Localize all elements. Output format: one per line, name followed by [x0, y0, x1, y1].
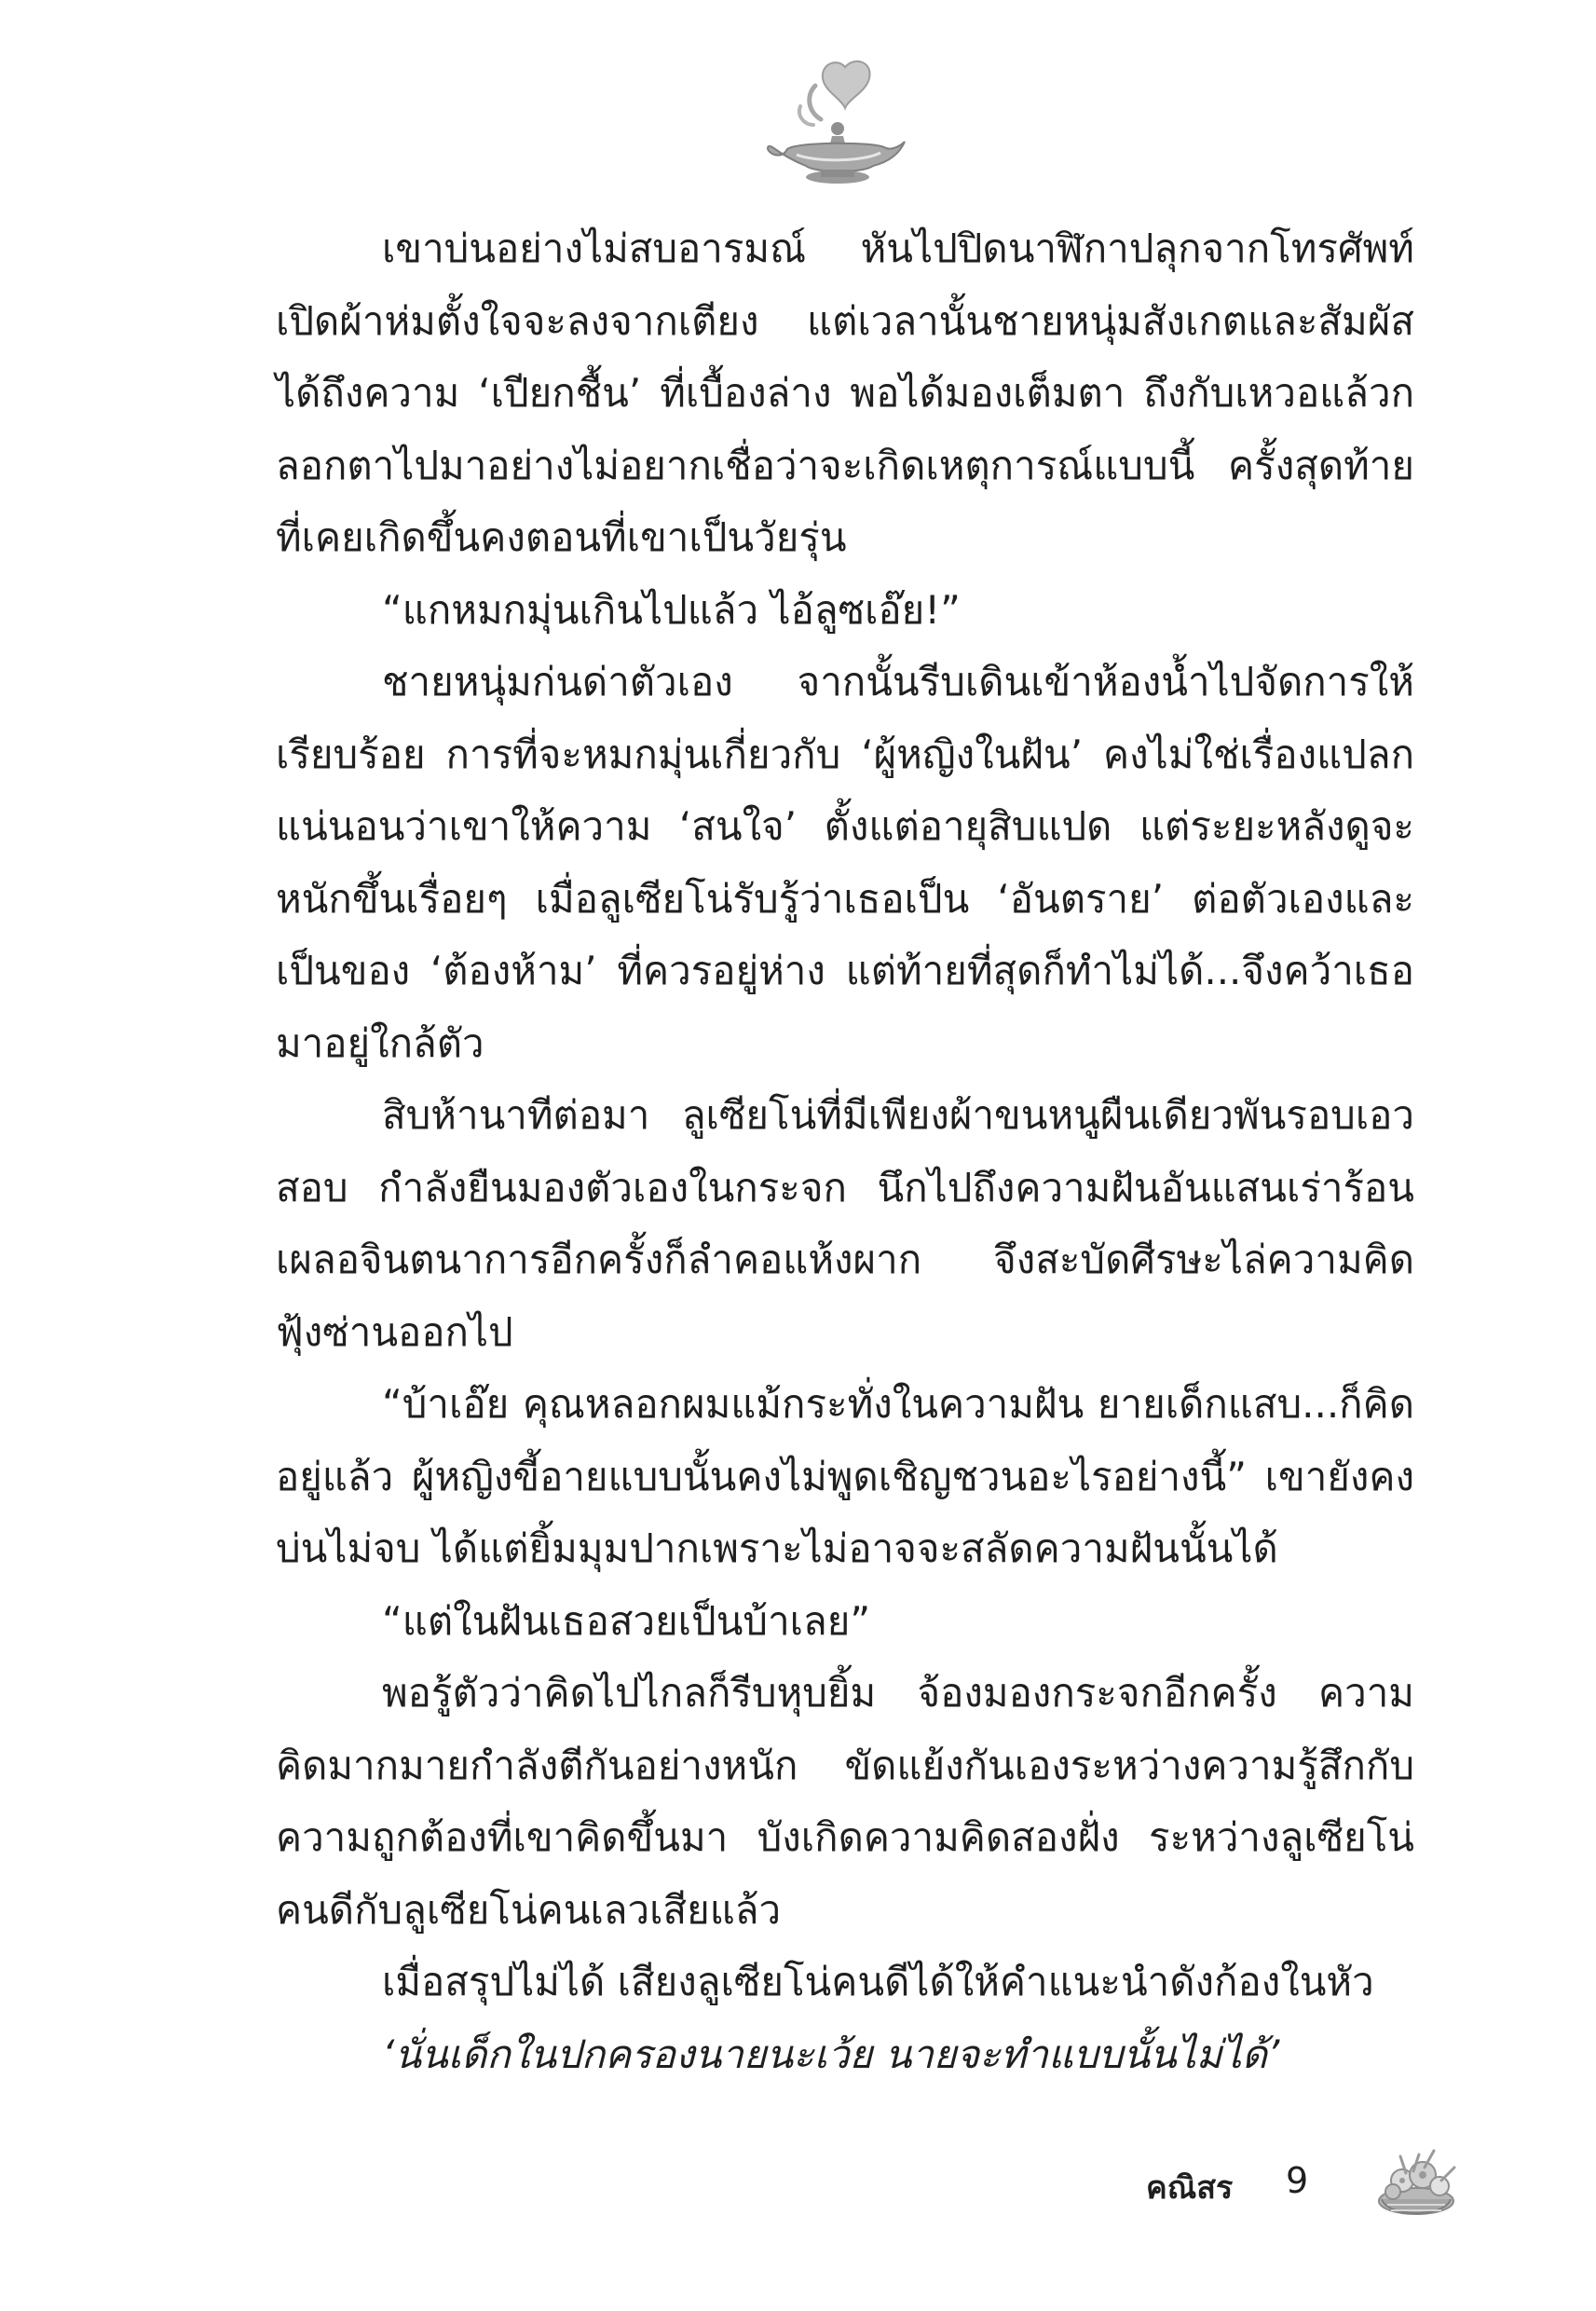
- magic-lamp-with-heart-icon: [759, 58, 908, 198]
- paragraph: “แต่ในฝันเธอสวยเป็นบ้าเลย”: [382, 1597, 871, 1644]
- body-text: [276, 212, 1414, 2090]
- paragraph: เมื่อสรุปไม่ได้ เสียงลูเซียโน่คนดีได้ให้คำแนะนำดังก้องในหัว: [382, 1959, 1374, 2004]
- paragraph: สิบห้านาทีต่อมา ลูเซียโน่ที่มีเพียงผ้าขนหนูผืนเดียวพันรอบเอวสอบ กำลังยืนมองตัวเองในกระจก นึกไปถึงความฝันอันแสนเร่าร้อน เผลอจินตนาการอีกครั้งก็ลำคอแห้งผาก จึงสะบัดศีรษะไล่ความคิดฟุ้งซ่านออกไป: [276, 1092, 1414, 1355]
- page-number: 9: [1286, 2160, 1309, 2201]
- paragraph: ชายหนุ่มก่นด่าตัวเอง จากนั้นรีบเดินเข้าห้องน้ำไปจัดการให้เรียบร้อย การที่จะหมกมุ่นเกี่ยวกับ ‘ผู้หญิงในฝัน’ คงไม่ใช่เรื่องแปลกแน่นอนว่าเขาให้ความ ‘สนใจ’ ตั้งแต่อายุสิบแปด แต่ระยะหลังดูจะหนักขึ้นเรื่อยๆ เมื่อลูเซียโน่รับรู้ว่าเธอเป็น ‘อันตราย’ ต่อตัวเองและเป็นของ ‘ต้องห้าม’ ที่ควรอยู่ห่าง แต่ท้ายที่สุดก็ทำไม่ได้...จึงคว้าเธอมาอยู่ใกล้ตัว: [276, 659, 1414, 1066]
- paragraph: “บ้าเอ๊ย คุณหลอกผมแม้กระทั่งในความฝัน ยายเด็กแสบ...ก็คิดอยู่แล้ว ผู้หญิงขี้อายแบบนั้นคงไม่พูดเชิญชวนอะไรอย่างนี้” เขายังคงบ่นไม่จบ ได้แต่ยิ้มมุมปากเพราะไม่อาจจะสลัดความฝันนั้นได้: [276, 1381, 1414, 1571]
- book-title: คณิสร: [1146, 2169, 1234, 2207]
- paragraph: “แกหมกมุ่นเกินไปแล้ว ไอ้ลูซเอ๊ย!”: [382, 586, 961, 633]
- paragraph: พอรู้ตัวว่าคิดไปไกลก็รีบหุบยิ้ม จ้องมองกระจกอีกครั้ง ความคิดมากมายกำลังตีกันอย่างหนัก ขัดแย้งกันเองระหว่างความรู้สึกกับความถูกต้องที่เขาคิดขึ้นมา บังเกิดความคิดสองฝั่ง ระหว่างลูเซียโน่คนดีกับลูเซียโน่คนเลวเสียแล้ว: [276, 1670, 1414, 1933]
- italic-thought: ‘นั่นเด็กในปกครองนายนะเว้ย นายจะทำแบบนั้นไม่ได้’: [382, 2031, 1280, 2077]
- flower-basket-icon: [1365, 2143, 1467, 2227]
- paragraph: เขาบ่นอย่างไม่สบอารมณ์ หันไปปิดนาฬิกาปลุกจากโทรศัพท์เปิดผ้าห่มตั้งใจจะลงจากเตียง แต่เวลานั้นชายหนุ่มสังเกตและสัมผัสได้ถึงความ ‘เปียกชื้น’ ที่เบื้องล่าง พอได้มองเต็มตา ถึงกับเหวอแล้วกลอกตาไปมาอย่างไม่อยากเชื่อว่าจะเกิดเหตุการณ์แบบนี้ ครั้งสุดท้ายที่เคยเกิดขึ้นคงตอนที่เขาเป็นวัยรุ่น: [276, 226, 1414, 560]
- page-footer: [1146, 2143, 1519, 2227]
